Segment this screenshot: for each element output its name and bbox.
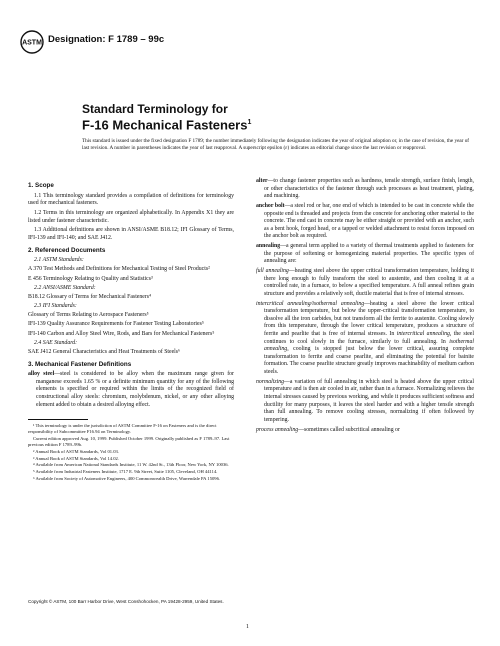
definition-text: —heating a steel above the lower critical transformation temperature, but below the upper-critical transformation temperature, to dissolve all the iron carbides, but not transform all the ferrite to austenite. Cooling slowly from this temperature, through the lower critical temperature, produces a structure of ferrite and pearlite that is free of internal stresses. In <box>264 300 474 338</box>
term: alloy steel <box>28 371 55 378</box>
definition-alloy-steel <box>28 371 234 409</box>
definition-text: —sometimes called subcritical annealing or <box>298 426 400 433</box>
right-column <box>256 178 474 436</box>
title-footnote-marker: 1 <box>247 119 252 126</box>
ref-subheading: 2.1 ASTM Standards: <box>34 257 84 264</box>
ref-item: B18.12 Glossary of Terms for Mechanical Fasteners⁴ <box>28 293 152 300</box>
definition-text: —a steel rod or bar, one end of which is intended to be cast in concrete while the opposite end is threaded and projects from the concrete for anchoring other material to the concrete. The end cast in concrete may be either straight or provided with an anchor, such as a bent hook, forged head, or a tapped or welded attachment to resist forces imposed on the anchor bolt as required. <box>264 202 474 240</box>
definition-text: —heating steel above the upper critical transformation temperature, holding it there long enough to fully transform the steel to austenite, and then cooling it at a controlled rate, in a furnace, to below a specified temperature. A full anneal refines grain structure and provides a relatively soft, ductile material that is free of internal stresses. <box>264 268 474 297</box>
footnote: ⁵ Available from Industrial Fasteners Institute, 1717 E. 9th Street, Suite 1105, Cleveland, OH 44114. <box>33 469 218 475</box>
ref-subheading: 2.2 ANSI/ASME Standard: <box>34 284 96 291</box>
term: normalizing <box>256 378 285 385</box>
ref-item: E 456 Terminology Relating to Quality and Statistics³ <box>28 275 153 282</box>
ref-item: Glossary of Terms Relating to Aerospace Fasteners⁵ <box>28 312 149 319</box>
designation: Designation: F 1789 – 99c <box>48 34 165 45</box>
footnote: ⁴ Available from American National Standards Institute, 11 W. 42nd St., 13th Floor, New York, NY 10036. <box>33 462 229 468</box>
definition-text: —a variation of full annealing in which steel is heated above the upper critical temperature and is then air cooled in air, rather than in a furnace. Normalizing relieves the internal stresses caused by previous working, and while it produces sufficient softness and ductility for many purposes, it leaves the steel harder and with a higher tensile strength than full annealing. To remove cooling stresses, normalizing if often followed by tempering. <box>264 378 474 423</box>
ref-subheading: 2.3 IFI Standards: <box>34 303 77 310</box>
left-column <box>28 178 234 483</box>
ref-item: IFI-140 Carbon and Alloy Steel Wire, Rods, and Bars for Mechanical Fasteners⁵ <box>28 330 215 337</box>
term: intercritical annealing/isothermal annealing <box>256 300 365 307</box>
term: annealing <box>256 243 281 250</box>
scope-para: 1.1 This terminology standard provides a compilation of definitions for terminology used for mechanical fasteners. <box>28 192 234 207</box>
term: anchor bolt <box>256 202 285 209</box>
ref-item: SAE J412 General Characteristics and Heat Treatments of Steels⁶ <box>28 349 181 355</box>
ref-item: A 370 Test Methods and Definitions for Mechanical Testing of Steel Products² <box>28 266 210 273</box>
title-line-1: Standard Terminology for <box>82 102 228 116</box>
definition-text: —steel is considered to be alloy when the maximum range given for manganese exceeds 1.65 % or a definite minimum quantity for any of the following elements is specified or required within the limits of the recognized field of constructional alloy steels: chromium, molybdenum, nickel, or any other alloying element added to obtain a desired alloying effect. <box>36 371 234 408</box>
page-number: 1 <box>246 624 249 630</box>
scope-heading: 1. Scope <box>28 182 54 189</box>
scope-para: 1.3 Additional definitions are shown in ANSI/ASME B18.12; IFI Glossary of Terms, IFI-139 and IFI-140; and SAE J412. <box>28 227 234 241</box>
title-line-2: F-16 Mechanical Fasteners$^1$ <box>82 117 252 133</box>
footnote: ⁶ Available from Society of Automotive Engineers, 400 Commonwealth Drive, Warrendale PA 15096. <box>33 475 221 481</box>
scope-para: 1.2 Terms in this terminology are organized alphabetically. In Appendix X1 they are listed under fastener characteristic. <box>28 209 234 224</box>
footnote: ² Annual Book of ASTM Standards, Vol 01.03. <box>33 448 119 454</box>
copyright-notice: Copyright © ASTM, 100 Barr Harbor Drive, West Conshohocken, PA 19428-2959, United States. <box>28 599 224 604</box>
issuance-note: This standard is issued under the fixed designation F 1789; the number immediately following the designation indicates the year of original adoption or, in the case of revision, the year of last revision. A number in parentheses indicates the year of last reapproval. A superscript epsilon (ε) indicates an editorial change since the last revision or reapproval. <box>82 138 470 151</box>
definition-annealing <box>256 243 474 266</box>
page-title <box>82 102 251 132</box>
footnote: ³ Annual Book of ASTM Standards, Vol 14.02. <box>33 455 119 461</box>
referenced-documents-heading: 2. Referenced Documents <box>28 246 106 254</box>
definition-intercritical-annealing <box>256 301 474 377</box>
definitions-heading: 3. Mechanical Fastener Definitions <box>28 360 132 368</box>
astm-logo-icon <box>20 30 44 54</box>
definition-alter <box>256 178 474 201</box>
definition-normalizing <box>256 379 474 425</box>
footnote: Current edition approved Aug. 10, 1999. Published October 1999. Originally published as F 1789–97. Last previous edition F 1789–99b. <box>28 435 230 447</box>
ref-subheading: 2.4 SAE Standard: <box>34 339 78 346</box>
term-ref: intercritical annealing <box>396 331 450 338</box>
definition-full-annealing <box>256 268 474 298</box>
ref-item: IFI-139 Quality Assurance Requirements for Fastener Testing Laboratories⁵ <box>28 321 204 328</box>
footnote-rule <box>28 419 88 420</box>
footnote: ¹ This terminology is under the jurisdiction of ASTM Committee F-16 on Fasteners and is the direct responsibility of Subcommittee F16.94 on Terminology. <box>28 423 217 435</box>
definition-text: —a general term applied to a variety of thermal treatments applied to fasteners for the purpose of softening or homogenizing material properties. The specific types of annealing are: <box>264 243 474 265</box>
definition-text: , the steel continues to cool slowly in the furnace, similarly to full annealing. In <box>264 331 474 345</box>
definition-process-annealing <box>256 427 474 435</box>
definition-anchor-bolt <box>256 203 474 241</box>
definition-text: , cooling is stopped just below the lower critical, assuring complete transformation to ferrite and coarse pearlite, and eliminating the potential for bainite formation. The coarse pearlite structure greatly improves machinability of medium carbon steels. <box>264 346 474 375</box>
term-ref: isothermal annealing <box>264 338 474 353</box>
term: alter <box>256 178 268 184</box>
svg-text:ASTM: ASTM <box>22 39 42 47</box>
term: process annealing <box>256 426 299 433</box>
definition-text: —to change fastener properties such as hardness, tensile strength, surface finish, length, or other characteristics of the fastener through such processes as heat treatment, plating, and machining. <box>264 178 474 200</box>
term: full annealing <box>256 268 289 275</box>
